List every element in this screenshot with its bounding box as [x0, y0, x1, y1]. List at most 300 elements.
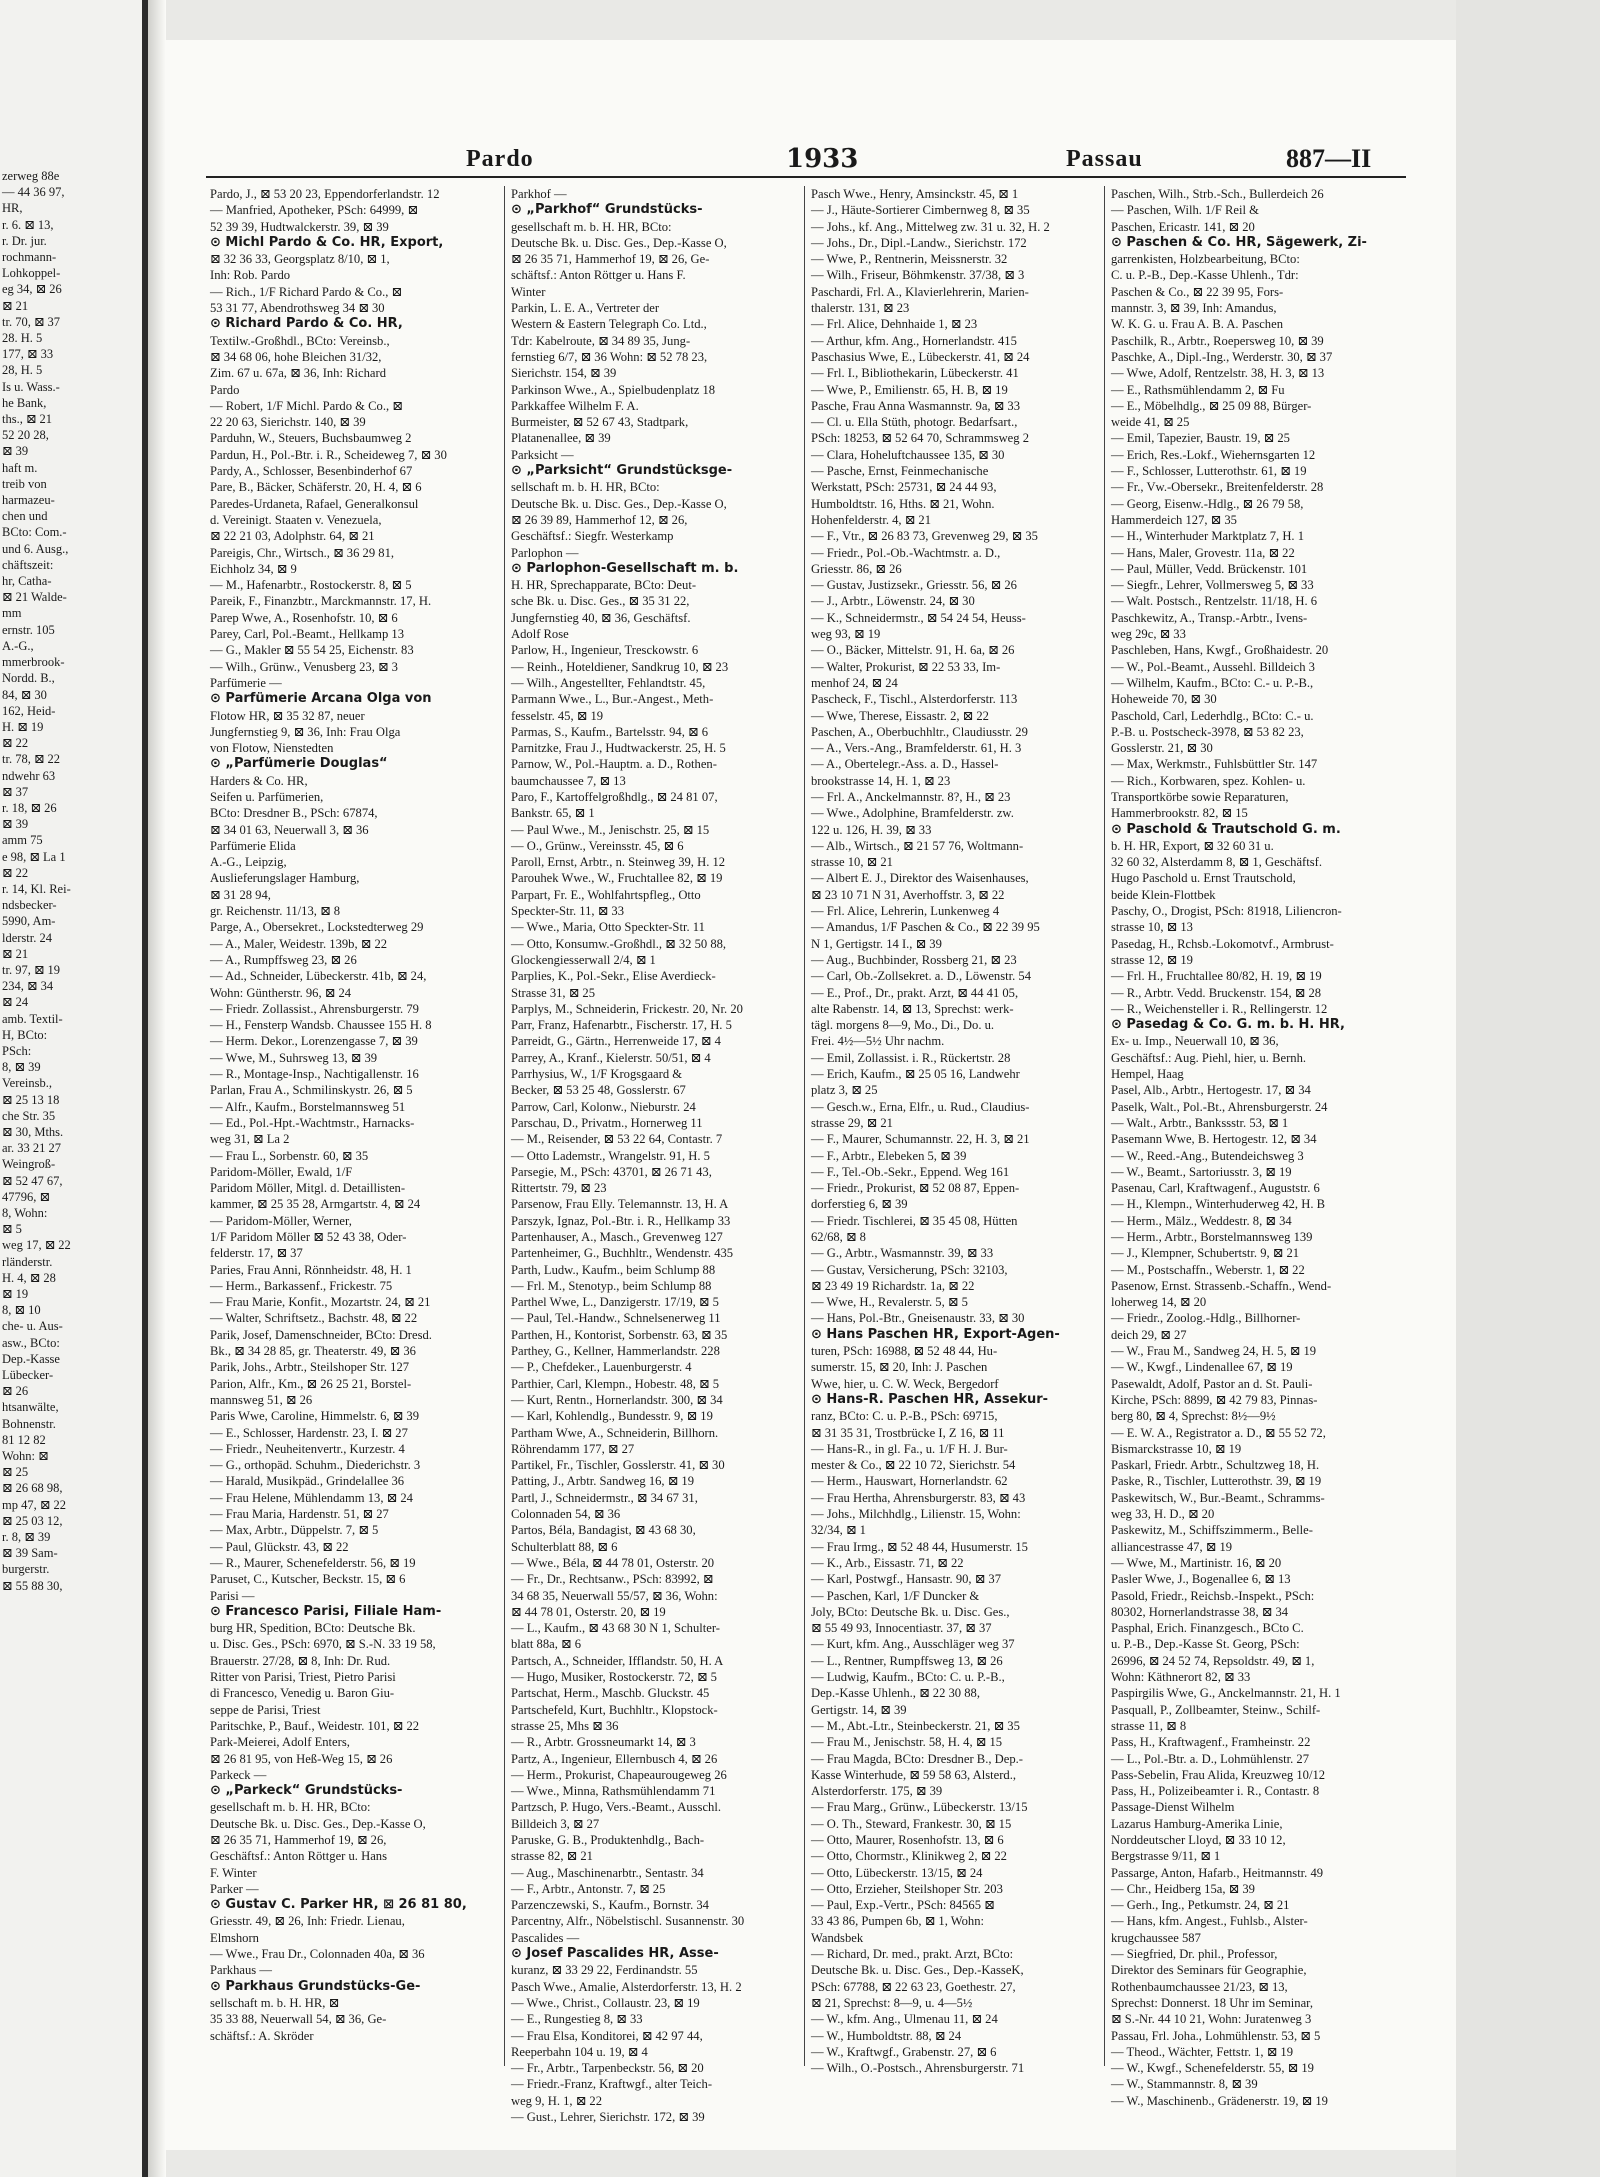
directory-entry-line: — Hans, kfm. Angest., Fuhlsb., Alster- — [1111, 1914, 1308, 1929]
directory-entry-line: di Francesco, Venedig u. Baron Giu- — [210, 1686, 395, 1701]
directory-entry-line: Pascalides — — [511, 1930, 580, 1945]
previous-page-line: ⊠ 21 — [2, 298, 29, 313]
directory-entry-line: Jungfernstieg 40, ⊠ 36, Geschäftsf. — [511, 610, 691, 625]
directory-entry-line: Rothenbaumchaussee 21/23, ⊠ 13, — [1111, 1979, 1288, 1994]
directory-entry-line: ⊠ 26 35 71, Hammerhof 19, ⊠ 26, Ge- — [511, 252, 710, 267]
directory-entry-line: 122 u. 126, H. 39, ⊠ 33 — [811, 822, 932, 837]
directory-entry-line: — Max, Arbtr., Düppelstr. 7, ⊠ 5 — [210, 1523, 379, 1538]
directory-entry-line: Parge, A., Obersekret., Lockstedterweg 29 — [210, 920, 424, 935]
previous-page-line: ernstr. 105 — [2, 622, 55, 637]
previous-page-line: mmerbrook- — [2, 655, 65, 670]
directory-entry-line: Parion, Alfr., Km., ⊠ 26 25 21, Borstel- — [210, 1376, 412, 1391]
directory-entry-line: — Friedr., Prokurist, ⊠ 52 08 87, Eppen- — [811, 1181, 1020, 1196]
directory-entry-line: Partzsch, P. Hugo, Vers.-Beamt., Ausschl. — [511, 1800, 721, 1815]
directory-entry-line: — Frl. I., Bibliothekarin, Lübeckerstr. 41 — [811, 366, 1019, 381]
directory-entry-line: — Otto Lademstr., Wrangelstr. 91, H. 5 — [511, 1148, 710, 1163]
directory-entry-line: 35 33 88, Neuerwall 54, ⊠ 36, Ge- — [210, 2012, 387, 2027]
directory-entry-line: Parcentny, Alfr., Nöbelstischl. Susannenstr. 30 — [511, 1914, 745, 1929]
previous-page-line: amm 75 — [2, 833, 43, 848]
previous-page-line: rochmann- — [2, 250, 57, 265]
running-header — [166, 140, 1456, 180]
directory-entry-line: — Johs., kf. Ang., Mittelweg zw. 31 u. 32, H. 2 — [811, 219, 1050, 234]
directory-entry-line: tägl. morgens 8—9, Mo., Di., Do. u. — [811, 1018, 995, 1033]
directory-entry-line: — Rich., Korbwaren, spez. Kohlen- u. — [1111, 773, 1306, 788]
directory-entry-line: — Gust., Lehrer, Sierichstr. 172, ⊠ 39 — [511, 2110, 705, 2125]
directory-entry-line: Griesstr. 49, ⊠ 26, Inh: Friedr. Lienau, — [210, 1914, 405, 1929]
directory-entry-line: weg 29c, ⊠ 33 — [1111, 627, 1186, 642]
previous-page-line: ⊠ 21 — [2, 946, 29, 961]
directory-entry-line: Griesstr. 86, ⊠ 26 — [811, 561, 902, 576]
directory-entry-line: Hugo Paschold u. Ernst Trautschold, — [1111, 871, 1296, 886]
directory-entry-line: Pasche, Frau Anna Wasmannstr. 9a, ⊠ 33 — [811, 398, 1021, 413]
directory-entry-line: — G., Arbtr., Wasmannstr. 39, ⊠ 33 — [811, 1246, 994, 1261]
directory-entry-line: — Wilh., Grünw., Venusberg 23, ⊠ 3 — [210, 659, 398, 674]
directory-entry-line: — E., Schlosser, Hardenstr. 23, I. ⊠ 27 — [210, 1425, 408, 1440]
directory-entry-line: — Emil, Tapezier, Baustr. 19, ⊠ 25 — [1111, 431, 1290, 446]
directory-entry-line: baumchaussee 7, ⊠ 13 — [511, 773, 626, 788]
directory-entry-line: — Wwe., Béla, ⊠ 44 78 01, Osterstr. 20 — [511, 1555, 715, 1570]
directory-entry-line: kuranz, ⊠ 33 29 22, Ferdinandstr. 55 — [511, 1963, 698, 1978]
directory-entry-line: — Friedr.-Franz, Kraftwgf., alter Teich- — [511, 2077, 713, 2092]
directory-entry-line: Werkstatt, PSch: 25731, ⊠ 24 44 93, — [811, 480, 997, 495]
directory-entry-line: — R., Arbtr. Grossneumarkt 14, ⊠ 3 — [511, 1735, 696, 1750]
directory-entry-line: — Ludwig, Kaufm., BCto: C. u. P.-B., — [811, 1670, 1005, 1685]
directory-entry-line: Partschefeld, Kurt, Buchhltr., Klopstock- — [511, 1702, 718, 1717]
directory-entry-line: — Walt. Postsch., Rentzelstr. 11/18, H. 6 — [1111, 594, 1318, 609]
directory-entry-line: — Paul, Exp.-Vertr., PSch: 84565 ⊠ — [811, 1898, 995, 1913]
directory-entry-line: — O. Th., Steward, Frankestr. 30, ⊠ 15 — [811, 1816, 1012, 1831]
directory-entry-line: — E., Prof., Dr., prakt. Arzt, ⊠ 44 41 05, — [811, 985, 1019, 1000]
directory-entry-line: fernstieg 6/7, ⊠ 36 Wohn: ⊠ 52 78 23, — [511, 349, 708, 364]
directory-entry-line: — Gustav, Versicherung, PSch: 32103, — [811, 1262, 1008, 1277]
directory-entry-line: Schulterblatt 88, ⊠ 6 — [511, 1539, 618, 1554]
previous-page-line: Dep.-Kasse — [2, 1351, 60, 1366]
previous-page-line: ⊠ 25 — [2, 1465, 29, 1480]
book-gutter — [148, 0, 166, 2177]
directory-entry-line: u. Disc. Ges., PSch: 6970, ⊠ S.-N. 33 19 58, — [210, 1637, 436, 1652]
directory-entry-line: — Karl, Kohlendlg., Bundesstr. 9, ⊠ 19 — [511, 1409, 713, 1424]
directory-entry-line: — Kurt, Rentn., Hornerlandstr. 300, ⊠ 34 — [511, 1392, 723, 1407]
directory-entry-line: Park-Meierei, Adolf Enters, — [210, 1735, 350, 1750]
directory-entry-line: Paschen & Co., ⊠ 22 39 95, Fors- — [1111, 284, 1284, 299]
previous-page-line: ⊠ 26 — [2, 1384, 29, 1399]
previous-page-line: ths., ⊠ 21 — [2, 412, 53, 427]
directory-entry-line: — J., Arbtr., Löwenstr. 24, ⊠ 30 — [811, 594, 975, 609]
directory-entry-line: Winter — [511, 284, 546, 299]
directory-entry-line: Partham Wwe, A., Schneiderin, Billhorn. — [511, 1425, 719, 1440]
directory-entry-line: — A., Obertelegr.-Ass. a. D., Hassel- — [811, 757, 999, 772]
directory-entry-line: ⊠ 34 01 63, Neuerwall 3, ⊠ 36 — [210, 822, 369, 837]
previous-page-line: ⊠ 30, Mths. — [2, 1124, 64, 1139]
directory-entry-line: strasse 10, ⊠ 13 — [1111, 920, 1193, 935]
directory-entry-line: Bankstr. 65, ⊠ 1 — [511, 806, 595, 821]
directory-entry-line: — Friedr. Tischlerei, ⊠ 35 45 08, Hütten — [811, 1213, 1018, 1228]
previous-page-line: 177, ⊠ 33 — [2, 347, 54, 362]
previous-page-line: Bohnenstr. — [2, 1416, 56, 1431]
directory-entry-line: Rittertstr. 79, ⊠ 23 — [511, 1181, 607, 1196]
directory-entry-line: — Wwe, M., Martinistr. 16, ⊠ 20 — [1111, 1555, 1282, 1570]
directory-entry-line: — W., kfm. Ang., Ulmenau 11, ⊠ 24 — [811, 2012, 998, 2027]
directory-entry-line: — W., Frau M., Sandweg 24, H. 5, ⊠ 19 — [1111, 1344, 1317, 1359]
directory-entry-line: — Alfr., Kaufm., Borstelmannsweg 51 — [210, 1099, 406, 1114]
directory-entry-line: — Frau Irmg., ⊠ 52 48 44, Husumerstr. 15 — [811, 1539, 1028, 1554]
directory-entry-line: Joly, BCto: Deutsche Bk. u. Disc. Ges., — [811, 1604, 1010, 1619]
previous-page-line: ⊠ 22 — [2, 865, 29, 880]
directory-entry-line: — Gustav, Justizsekr., Griesstr. 56, ⊠ 26 — [811, 578, 1017, 593]
previous-page-line: ⊠ 39 — [2, 444, 29, 459]
directory-entry-line: Wohn: Güntherstr. 96, ⊠ 24 — [210, 985, 352, 1000]
directory-entry-line: Adolf Rose — [511, 627, 569, 642]
previous-page-line: ⊠ 5 — [2, 1222, 22, 1237]
previous-page-line: 8, ⊠ 10 — [2, 1303, 41, 1318]
directory-entry-line: — Wwe, Therese, Eissastr. 2, ⊠ 22 — [811, 708, 989, 723]
previous-page-line: H, BCto: — [2, 1027, 48, 1042]
previous-page-line: ndsbecker- — [2, 898, 57, 913]
directory-entry-line: — J., Klempner, Schubertstr. 9, ⊠ 21 — [1111, 1246, 1300, 1261]
directory-entry-line: — F., Maurer, Schumannstr. 22, H. 3, ⊠ 21 — [811, 1132, 1030, 1147]
directory-entry-line: Paries, Frau Anni, Rönnheidstr. 48, H. 1 — [210, 1262, 412, 1277]
previous-page-line: haft m. — [2, 460, 38, 475]
directory-entry-line: — Hans, Pol.-Btr., Gneisenaustr. 33, ⊠ 30 — [811, 1311, 1025, 1326]
previous-page-line: ndwehr 63 — [2, 768, 56, 783]
directory-entry-line: — Clara, Hoheluftchaussee 135, ⊠ 30 — [811, 447, 1005, 462]
directory-entry-line: u. P.-B., Dep.-Kasse St. Georg, PSch: — [1111, 1637, 1300, 1652]
directory-entry-line: — Walt., Arbtr., Bankssstr. 53, ⊠ 1 — [1111, 1115, 1289, 1130]
previous-page-line: e 98, ⊠ La 1 — [2, 849, 66, 864]
directory-entry-line: krugchaussee 587 — [1111, 1930, 1201, 1945]
directory-entry-line: ⊙ Hans Paschen HR, Export-Agen- — [811, 1326, 1060, 1342]
previous-page-line: ⊠ 39 Sam- — [2, 1546, 58, 1561]
directory-entry-line: ⊠ S.-Nr. 44 10 21, Wohn: Juratenweg 3 — [1111, 2012, 1312, 2027]
directory-entry-line: Parthier, Carl, Klempn., Hobestr. 48, ⊠ 5 — [511, 1376, 720, 1391]
directory-entry-line: 53 31 77, Abendrothsweg 34 ⊠ 30 — [210, 301, 385, 316]
directory-entry-line: Paspirgilis Wwe, G., Anckelmannstr. 21, H. 1 — [1111, 1686, 1341, 1701]
directory-entry-line: H. HR, Sprechapparate, BCto: Deut- — [511, 578, 697, 593]
previous-page-line: he Bank, — [2, 395, 47, 410]
previous-page-line: mm — [2, 606, 22, 621]
directory-entry-line: Parth, Ludw., Kaufm., beim Schlump 88 — [511, 1262, 716, 1277]
directory-entry-line: Parsenow, Frau Elly. Telemannstr. 13, H. A — [511, 1197, 729, 1212]
directory-entry-line: Parnow, W., Pol.-Hauptm. a. D., Rothen- — [511, 757, 717, 772]
directory-entry-line: 32/34, ⊠ 1 — [811, 1523, 866, 1538]
directory-entry-line: — Herm., Mälz., Weddestr. 8, ⊠ 34 — [1111, 1213, 1292, 1228]
directory-entry-line: Parkinson Wwe., A., Spielbudenplatz 18 — [511, 382, 716, 397]
directory-entry-line: Parthen, H., Kontorist, Sorbenstr. 63, ⊠ 35 — [511, 1327, 728, 1342]
column-divider — [1104, 186, 1105, 2066]
directory-entry-line: — K., Arb., Eissastr. 71, ⊠ 22 — [811, 1555, 964, 1570]
previous-page-line: ⊠ 26 68 98, — [2, 1481, 63, 1496]
directory-entry-line: Wwe, hier, u. C. W. Weck, Bergedorf — [811, 1376, 999, 1391]
directory-entry-line: — Paul, Tel.-Handw., Schnelsenerweg 11 — [511, 1311, 721, 1326]
directory-entry-line: Brauerstr. 27/28, ⊠ 8, Inh: Dr. Rud. — [210, 1653, 391, 1668]
directory-entry-line: Pasquall, P., Zollbeamter, Steinw., Schilf- — [1111, 1702, 1321, 1717]
directory-entry-line: platz 3, ⊠ 25 — [811, 1083, 878, 1098]
previous-page-line: Lübecker- — [2, 1368, 54, 1383]
directory-entry-line: — F., Arbtr., Elebeken 5, ⊠ 39 — [811, 1148, 967, 1163]
directory-entry-line: Parrow, Carl, Kolonw., Nieburstr. 24 — [511, 1099, 696, 1114]
directory-entry-line: ⊙ Francesco Parisi, Filiale Ham- — [210, 1603, 442, 1619]
directory-entry-line: 80302, Hornerlandstrasse 38, ⊠ 34 — [1111, 1604, 1289, 1619]
directory-entry-line: Kasse Winterhude, ⊠ 59 58 63, Alsterd., — [811, 1767, 1016, 1782]
directory-entry-line: Auslieferungslager Hamburg, — [210, 871, 360, 886]
directory-entry-line: — E., Rathsmühlendamm 2, ⊠ Fu — [1111, 382, 1285, 397]
directory-entry-line: Frei. 4½—5½ Uhr nachm. — [811, 1034, 945, 1049]
directory-entry-line: — Wilh., Friseur, Böhmkenstr. 37/38, ⊠ 3 — [811, 268, 1025, 283]
directory-entry-line: — W., Maschinenb., Grädenerstr. 19, ⊠ 19 — [1111, 2093, 1328, 2108]
directory-entry-line: von Flotow, Nienstedten — [210, 741, 334, 756]
directory-entry-line: — Hans, Maler, Grovestr. 11a, ⊠ 22 — [1111, 545, 1295, 560]
directory-entry-line: C. u. P.-B., Dep.-Kasse Uhlenh., Tdr: — [1111, 268, 1299, 283]
directory-entry-line: Parnitzke, Frau J., Hudtwackerstr. 25, H. 5 — [511, 741, 726, 756]
directory-entry-line: Parkkaffee Wilhelm F. A. — [511, 398, 639, 413]
directory-entry-line: Paschen, Ericastr. 141, ⊠ 20 — [1111, 219, 1255, 234]
directory-entry-line: — Frau Hertha, Ahrensburgerstr. 83, ⊠ 43 — [811, 1490, 1026, 1505]
previous-page-line: burgerstr. — [2, 1562, 50, 1577]
directory-entry-line: — W., Humboldtstr. 88, ⊠ 24 — [811, 2028, 962, 2043]
directory-entry-line: Dep.-Kasse Uhlenh., ⊠ 22 30 88, — [811, 1686, 980, 1701]
directory-entry-line: — Fr., Dr., Rechtsanw., PSch: 83992, ⊠ — [511, 1572, 714, 1587]
previous-page-line: mp 47, ⊠ 22 — [2, 1497, 66, 1512]
directory-entry-line: Patting, J., Arbtr. Sandweg 16, ⊠ 19 — [511, 1474, 695, 1489]
previous-page-line: ⊠ 25 13 18 — [2, 1092, 60, 1107]
directory-entry-line: ⊙ Parkhaus Grundstücks-Ge- — [210, 1978, 421, 1994]
directory-entry-line: PSch: 18253, ⊠ 52 64 70, Schrammsweg 2 — [811, 431, 1029, 446]
directory-entry-line: — A., Vers.-Ang., Bramfelderstr. 61, H. 3 — [811, 741, 1022, 756]
directory-entry-line: ⊠ 31 35 31, Trostbrücke I, Z 16, ⊠ 11 — [811, 1425, 1005, 1440]
directory-entry-line: Pasedag, H., Rchsb.-Lokomotvf., Armbrust- — [1111, 936, 1334, 951]
directory-entry-line: — P., Chefdeker., Lauenburgerstr. 4 — [511, 1360, 692, 1375]
directory-entry-line: — Kurt, kfm. Ang., Ausschläger weg 37 — [811, 1637, 1015, 1652]
directory-entry-line: Bk., ⊠ 34 28 85, gr. Theaterstr. 49, ⊠ 36 — [210, 1344, 416, 1359]
directory-entry-line: — G., Makler ⊠ 55 54 25, Eichenstr. 83 — [210, 643, 414, 658]
directory-entry-line: — Robert, 1/F Michl. Pardo & Co., ⊠ — [210, 398, 403, 413]
directory-entry-line: — Pasche, Ernst, Feinmechanische — [811, 464, 989, 479]
directory-entry-line: — H., Winterhuder Marktplatz 7, H. 1 — [1111, 529, 1305, 544]
directory-entry-line: — Fr., Arbtr., Tarpenbeckstr. 56, ⊠ 20 — [511, 2061, 704, 2076]
previous-page-line: Lohkoppel- — [2, 266, 61, 281]
directory-entry-line: — Wwe., Frau Dr., Colonnaden 40a, ⊠ 36 — [210, 1947, 425, 1962]
directory-entry-line: PSch: 67788, ⊠ 22 63 23, Goethestr. 27, — [811, 1979, 1016, 1994]
header-first-entry: Pardo — [466, 146, 534, 172]
directory-entry-line: mannstr. 3, ⊠ 39, Inh: Amandus, — [1111, 301, 1277, 316]
directory-entry-line: Partschat, Herm., Maschb. Gluckstr. 45 — [511, 1686, 710, 1701]
directory-entry-line: berg 80, ⊠ 4, Sprechst: 8½—9½ — [1111, 1409, 1276, 1424]
directory-entry-line: Strasse 31, ⊠ 25 — [511, 985, 596, 1000]
directory-entry-line: — K., Schneidermstr., ⊠ 54 24 54, Heuss- — [811, 610, 1026, 625]
directory-entry-line: — L., Kaufm., ⊠ 43 68 30 N 1, Schulter- — [511, 1621, 720, 1636]
directory-entry-line: Wandsbek — [811, 1930, 864, 1945]
directory-entry-line: — Erich, Kaufm., ⊠ 25 05 16, Landwehr — [811, 1067, 1020, 1082]
directory-entry-line: Parpart, Fr. E., Wohlfahrtspfleg., Otto — [511, 887, 701, 902]
directory-entry-line: Paschen, A., Oberbuchhltr., Claudiusstr. 29 — [811, 724, 1028, 739]
directory-entry-line: Deutsche Bk. u. Disc. Ges., Dep.-KasseK, — [811, 1963, 1024, 1978]
directory-entry-line: — M., Abt.-Ltr., Steinbeckerstr. 21, ⊠ 35 — [811, 1718, 1020, 1733]
directory-entry-line: — Carl, Ob.-Zollsekret. a. D., Löwenstr. 54 — [811, 969, 1031, 984]
directory-entry-line: — W., Pol.-Beamt., Aussehl. Billdeich 3 — [1111, 659, 1315, 674]
directory-entry-line: — Frl. A., Anckelmannstr. 8?, H., ⊠ 23 — [811, 789, 1011, 804]
directory-entry-line: — Paschen, Karl, 1/F Duncker & — [811, 1588, 980, 1603]
directory-entry-line: — H., Klempn., Winterhuderweg 42, H. B — [1111, 1197, 1326, 1212]
directory-entry-line: — Otto, Lübeckerstr. 13/15, ⊠ 24 — [811, 1865, 983, 1880]
directory-entry-line: — F., Arbtr., Antonstr. 7, ⊠ 25 — [511, 1881, 666, 1896]
directory-entry-line: Paske, R., Tischler, Lutterothstr. 39, ⊠ 19 — [1111, 1474, 1322, 1489]
directory-entry-line: Deutsche Bk. u. Disc. Ges., Dep.-Kasse O, — [511, 496, 727, 511]
directory-entry-line: weg 9, H. 1, ⊠ 22 — [511, 2093, 603, 2108]
directory-entry-line: — Frau Helene, Mühlendamm 13, ⊠ 24 — [210, 1490, 413, 1505]
directory-entry-line: — Hugo, Musiker, Rostockerstr. 72, ⊠ 5 — [511, 1670, 717, 1685]
directory-entry-line: 52 39 39, Hudtwalckerstr. 39, ⊠ 39 — [210, 219, 389, 234]
previous-page-line: 162, Heid- — [2, 703, 56, 718]
directory-entry-line: — F., Tel.-Ob.-Sekr., Eppend. Weg 161 — [811, 1164, 1010, 1179]
directory-entry-line: — Max, Werkmstr., Fuhlsbüttler Str. 147 — [1111, 757, 1318, 772]
previous-page-line: ⊠ 25 03 12, — [2, 1513, 63, 1528]
directory-entry-line: Paschkewitz, A., Transp.-Arbtr., Ivens- — [1111, 610, 1308, 625]
directory-entry-line: Röhrendamm 177, ⊠ 27 — [511, 1441, 635, 1456]
directory-entry-line: — J., Häute-Sortierer Cimbernweg 8, ⊠ 35 — [811, 203, 1030, 218]
directory-entry-line: Paschke, A., Dipl.-Ing., Werderstr. 30, ⊠ 37 — [1111, 349, 1333, 364]
previous-page-line: r. 6. ⊠ 13, — [2, 217, 54, 232]
directory-entry-line: Hempel, Haag — [1111, 1067, 1184, 1082]
directory-entry-line: Pasch Wwe., Henry, Amsinckstr. 45, ⊠ 1 — [811, 187, 1019, 201]
previous-page-line: zerweg 88e — [2, 169, 60, 183]
directory-entry-line: 1/F Paridom Möller ⊠ 52 43 38, Oder- — [210, 1230, 407, 1244]
directory-entry-line: Hohenfelderstr. 4, ⊠ 21 — [811, 512, 932, 527]
directory-entry-line: Parfümerie — — [210, 675, 282, 690]
previous-page-line: 28. H. 5 — [2, 331, 43, 346]
directory-entry-line: seppe de Parisi, Triest — [210, 1702, 321, 1717]
directory-entry-line: Parszyk, Ignaz, Pol.-Btr. i. R., Hellkamp 33 — [511, 1213, 731, 1228]
directory-entry-line: — Fr., Vw.-Obersekr., Breitenfelderstr. 28 — [1111, 480, 1324, 495]
directory-entry-line: Parduhn, W., Steuers, Buchsbaumweg 2 — [210, 431, 412, 446]
previous-page-line: PSch: — [2, 1043, 32, 1058]
previous-page-line: — 44 36 97, — [2, 185, 65, 200]
directory-entry-line: — Herm., Arbtr., Borstelmannsweg 139 — [1111, 1230, 1313, 1244]
directory-entry-line: — Manfried, Apotheker, PSch: 64999, ⊠ — [210, 203, 419, 218]
directory-entry-line: sellschaft m. b. H. HR, ⊠ — [210, 1995, 340, 2010]
directory-entry-line: Deutsche Bk. u. Disc. Ges., Dep.-Kasse O, — [210, 1816, 426, 1831]
directory-entry-line: — Wwe., Minna, Rathsmühlendamm 71 — [511, 1784, 716, 1799]
previous-page-line: che Str. 35 — [2, 1108, 56, 1123]
directory-entry-line: ⊠ 23 10 71 N 31, Averhoffstr. 3, ⊠ 22 — [811, 887, 1005, 902]
directory-entry-line: ⊙ „Parksicht“ Grundstücksge- — [511, 463, 733, 479]
directory-entry-line: W. K. G. u. Frau A. B. A. Paschen — [1111, 317, 1283, 332]
header-last-entry: Passau — [1066, 146, 1143, 172]
header-year: 1933 — [786, 144, 859, 174]
directory-entry-line: Inh: Rob. Pardo — [210, 268, 291, 283]
directory-entry-line: — Frau Marg., Grünw., Lübeckerstr. 13/15 — [811, 1800, 1028, 1815]
directory-entry-line: ⊙ Hans-R. Paschen HR, Assekur- — [811, 1391, 1049, 1407]
directory-entry-line: 22 20 63, Sierichstr. 140, ⊠ 39 — [210, 415, 366, 430]
directory-entry-line: Parey, Carl, Pol.-Beamt., Hellkamp 13 — [210, 627, 404, 642]
directory-entry-line: Parmann Wwe., L., Bur.-Angest., Meth- — [511, 692, 714, 707]
directory-entry-line: Speckter-Str. 11, ⊠ 33 — [511, 904, 625, 919]
directory-entry-line: Tdr: Kabelroute, ⊠ 34 89 35, Jung- — [511, 333, 691, 348]
directory-entry-line: — Albert E. J., Direktor des Waisenhauses, — [811, 871, 1029, 886]
directory-entry-line: Reeperbahn 104 u. 19, ⊠ 4 — [511, 2044, 648, 2059]
directory-entry-line: ⊙ Michl Pardo & Co. HR, Export, — [210, 234, 444, 250]
directory-entry-line: — Wwe, M., Suhrsweg 13, ⊠ 39 — [210, 1050, 378, 1065]
directory-entry-line: — Aug., Buchbinder, Rossberg 21, ⊠ 23 — [811, 952, 1017, 967]
directory-entry-line: — Otto, Konsumw.-Großhdl., ⊠ 32 50 88, — [511, 936, 727, 951]
directory-entry-line: — Frau L., Sorbenstr. 60, ⊠ 35 — [210, 1148, 369, 1163]
directory-entry-line: Seifen u. Parfümerien, — [210, 789, 324, 804]
previous-page-line: r. 18, ⊠ 26 — [2, 800, 57, 815]
directory-entry-line: Colonnaden 54, ⊠ 36 — [511, 1507, 621, 1522]
directory-entry-line: Pasler Wwe, J., Bogenallee 6, ⊠ 13 — [1111, 1572, 1291, 1587]
directory-entry-line: — Johs., Dr., Dipl.-Landw., Sierichstr. 172 — [811, 235, 1027, 250]
previous-page-line: ⊠ 55 88 30, — [2, 1578, 63, 1593]
directory-entry-line: — Walter, Schriftsetz., Bachstr. 48, ⊠ 22 — [210, 1311, 418, 1326]
previous-page-line: r. Dr. jur. — [2, 233, 47, 248]
directory-entry-line: — Paschen, Wilh. 1/F Reil & — [1111, 203, 1259, 218]
previous-page-line: treib von — [2, 476, 47, 491]
directory-entry-line: — Wilh., O.-Postsch., Ahrensburgerstr. 71 — [811, 2061, 1025, 2076]
directory-entry-line: Platanenallee, ⊠ 39 — [511, 431, 611, 446]
directory-entry-line: Flotow HR, ⊠ 35 32 87, neuer — [210, 708, 365, 723]
directory-entry-line: Jungfernstieg 9, ⊠ 36, Inh: Frau Olga — [210, 724, 401, 739]
previous-page-line: lderstr. 24 — [2, 930, 52, 945]
directory-entry-line: — Siegfried, Dr. phil., Professor, — [1111, 1947, 1278, 1962]
directory-entry-line: Parzenczewski, S., Kaufm., Bornstr. 34 — [511, 1898, 709, 1913]
directory-entry-line: Partl, J., Schneidermstr., ⊠ 34 67 31, — [511, 1490, 698, 1505]
previous-page-line: r. 14, Kl. Rei- — [2, 881, 71, 896]
directory-entry-line: Parkhof — — [511, 187, 567, 201]
background-margin — [1456, 0, 1600, 2177]
directory-entry-line: ⊠ 55 49 93, Innocentiastr. 37, ⊠ 37 — [811, 1621, 992, 1636]
directory-entry-line: Paschleben, Hans, Kwgf., Großhaidestr. 20 — [1111, 643, 1329, 658]
directory-entry-line: 26996, ⊠ 24 52 74, Repsoldstr. 49, ⊠ 1, — [1111, 1653, 1315, 1668]
directory-entry-line: — O., Grünw., Vereinsstr. 45, ⊠ 6 — [511, 838, 684, 853]
directory-entry-line: — E. W. A., Registrator a. D., ⊠ 55 52 72, — [1111, 1425, 1326, 1440]
directory-entry-line: alte Rabenstr. 14, ⊠ 13, Sprechst: werk- — [811, 1001, 1014, 1016]
directory-entry-line: ⊙ „Parkeck“ Grundstücks- — [210, 1783, 403, 1799]
previous-page-line: 84, ⊠ 30 — [2, 687, 47, 702]
directory-entry-line: Paritschke, P., Bauf., Weidestr. 101, ⊠ 22 — [210, 1718, 420, 1733]
directory-entry-line: — Wwe, P., Emilienstr. 65, H. B, ⊠ 19 — [811, 382, 1008, 397]
directory-entry-line: Pascheck, F., Tischl., Alsterdorferstr. 113 — [811, 692, 1018, 707]
directory-entry-line: Parker — — [210, 1881, 259, 1896]
directory-entry-line: schäftsf.: Anton Röttger u. Hans F. — [511, 268, 686, 283]
previous-page-line: asw., BCto: — [2, 1335, 60, 1350]
directory-entry-line: Norddeutscher Lloyd, ⊠ 33 10 12, — [1111, 1832, 1286, 1847]
previous-page-line: ⊠ 21 Walde- — [2, 590, 67, 605]
column-3 — [811, 186, 1091, 2076]
directory-entry-line: — Emil, Zollassist. i. R., Rückertstr. 28 — [811, 1050, 1011, 1065]
directory-entry-line: Pardo — [210, 382, 240, 397]
directory-entry-line: Parplys, M., Schneiderin, Frickestr. 20, Nr. 20 — [511, 1001, 743, 1016]
directory-entry-line: Lazarus Hamburg-Amerika Linie, — [1111, 1816, 1283, 1831]
directory-entry-line: — Walter, Prokurist, ⊠ 22 53 33, Im- — [811, 659, 1001, 674]
directory-entry-line: Pasch Wwe., Amalie, Alsterdorferstr. 13, H. 2 — [511, 1979, 742, 1994]
directory-entry-line: gesellschaft m. b. H. HR, BCto: — [210, 1800, 371, 1815]
previous-page-line: 81 12 82 — [2, 1432, 46, 1447]
directory-entry-line: Parrey, A., Kranf., Kielerstr. 50/51, ⊠ 4 — [511, 1050, 711, 1065]
directory-entry-line: Bergstrasse 9/11, ⊠ 1 — [1111, 1849, 1221, 1864]
directory-entry-line: Bismarckstrasse 10, ⊠ 19 — [1111, 1441, 1242, 1456]
directory-entry-line: ⊙ „Parfümerie Douglas“ — [210, 756, 388, 772]
directory-entry-line: Pass, H., Kraftwagenf., Framheinstr. 22 — [1111, 1735, 1311, 1750]
directory-entry-line: Parreidt, G., Gärtn., Herrenweide 17, ⊠ 4 — [511, 1034, 721, 1049]
previous-page-line: 234, ⊠ 34 — [2, 979, 54, 994]
directory-entry-line: — Johs., Milchhdlg., Lilienstr. 15, Wohn: — [811, 1507, 1021, 1522]
directory-entry-line: Paris Wwe, Caroline, Himmelstr. 6, ⊠ 39 — [210, 1409, 419, 1424]
directory-entry-line: — Arthur, kfm. Ang., Hornerlandstr. 415 — [811, 333, 1017, 348]
directory-entry-line: strasse 29, ⊠ 21 — [811, 1115, 893, 1130]
directory-entry-line: Parmas, S., Kaufm., Bartelsstr. 94, ⊠ 6 — [511, 724, 708, 739]
directory-entry-line: — H., Fensterp Wandsb. Chaussee 155 H. 8 — [210, 1018, 432, 1033]
directory-entry-line: 62/68, ⊠ 8 — [811, 1230, 866, 1244]
directory-entry-line: Burmeister, ⊠ 52 67 43, Stadtpark, — [511, 415, 689, 430]
